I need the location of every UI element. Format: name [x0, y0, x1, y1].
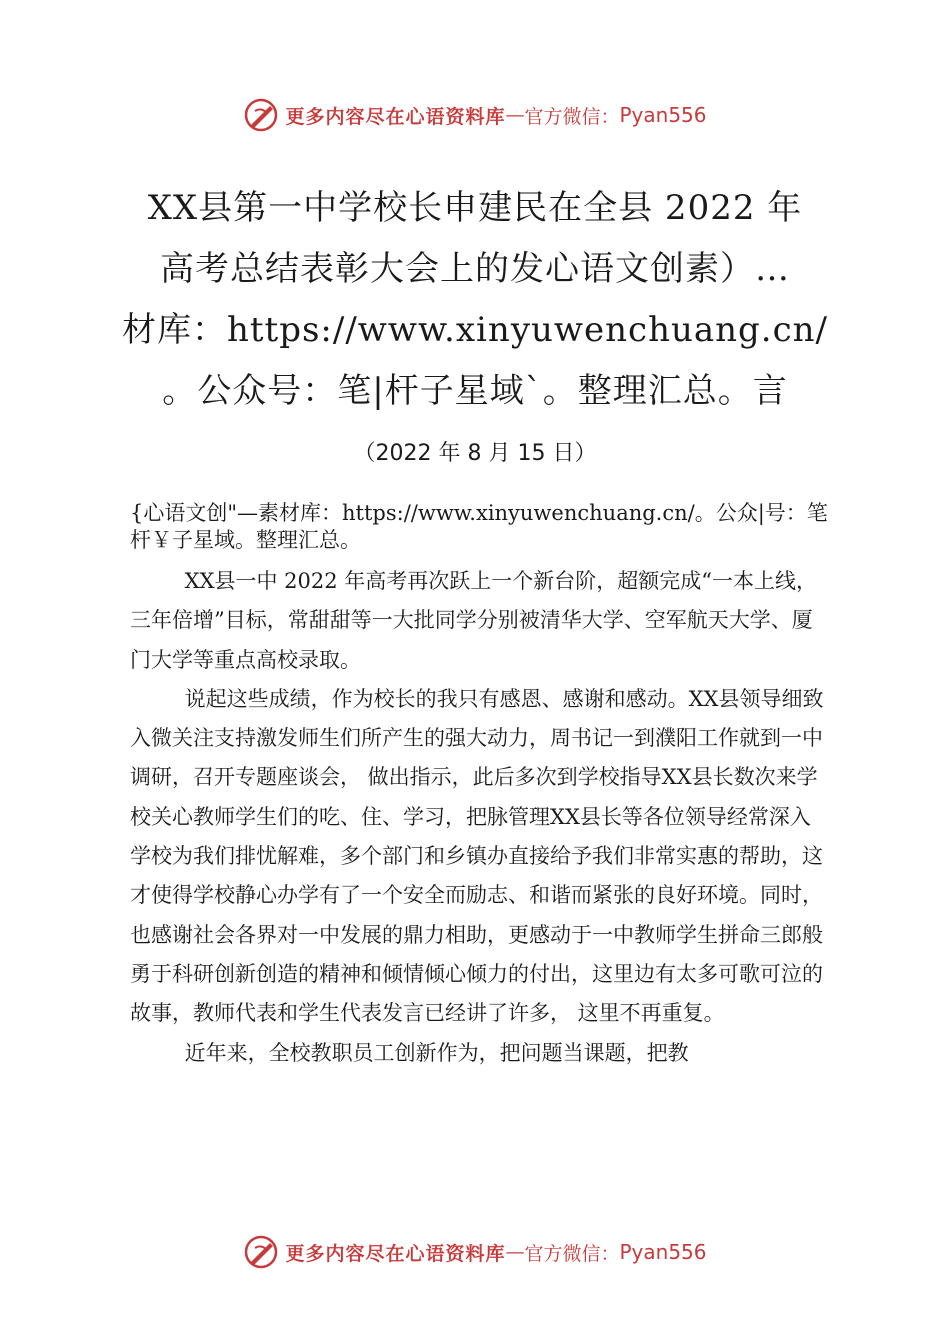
paragraph: XX县一中 2022 年高考再次跃上一个新台阶，超额完成“一本上线，三年倍增”目标，常甜甜等一大批同学分别被清华大学、空军航天大学、厦门大学等重点高校录取。: [130, 569, 818, 672]
footer-banner: [0, 1232, 950, 1272]
paragraph: 近年来，全校教职员工创新作为，把问题当课题，把教: [184, 1040, 689, 1065]
document-body: [130, 500, 830, 1073]
banner-separator: —: [505, 1241, 525, 1263]
banner-site-text: 更多内容尽在心语资料库: [285, 105, 506, 128]
header-banner: [0, 95, 950, 135]
title-line: 材库：https://www.xinyuwenchuang.cn/: [121, 310, 829, 350]
document-date: （2022 年 8 月 15 日）: [353, 441, 597, 466]
banner-wechat-label: 官方微信：: [524, 105, 620, 128]
banner-separator: —: [505, 104, 525, 126]
banner-wechat-id: Pyan556: [619, 1240, 707, 1264]
title-line: 。公众号：笔|杆子星域`。整理汇总。言: [162, 371, 788, 411]
source-note: {心语文创"—素材库：https://www.xinyuwenchuang.cn/。公众|号：笔杆￥子星域。整理汇总。: [130, 501, 828, 552]
document-title: [120, 178, 830, 422]
pen-logo-icon: [243, 97, 279, 133]
title-line: XX县第一中学校长申建民在全县 2022 年: [147, 188, 803, 228]
banner-site-text: 更多内容尽在心语资料库: [285, 1242, 506, 1265]
title-line: 高考总结表彰大会上的发心语文创素）…: [160, 249, 790, 289]
paragraph: 说起这些成绩，作为校长的我只有感恩、感谢和感动。XX县领导细致入微关注支持激发师生们所产生的强大动力，周书记一到濮阳工作就到一中调研，召开专题座谈会， 做出指示，此后多次到学校指导XX县长数次来学校关心教师学生们的吃、住、学习，把脉管理XX县长等各位领导经常深入学校为我们排忧解难，多个部门和乡镇办直接给予我们非常实惠的帮助，这才使得学校静心办学有了一个安全而励志、和谐而紧张的良好环境。同时，也感谢社会各界对一中发展的鼎力相助，更感动于一中教师学生拼命三郎般勇于科研创新创造的精神和倾情倾心倾力的付出，这里边有太多可歌可泣的故事，教师代表和学生代表发言已经讲了许多， 这里不再重复。: [130, 686, 824, 1026]
banner-wechat-id: Pyan556: [619, 103, 707, 127]
pen-logo-icon: [243, 1234, 279, 1270]
banner-wechat-label: 官方微信：: [524, 1242, 620, 1265]
